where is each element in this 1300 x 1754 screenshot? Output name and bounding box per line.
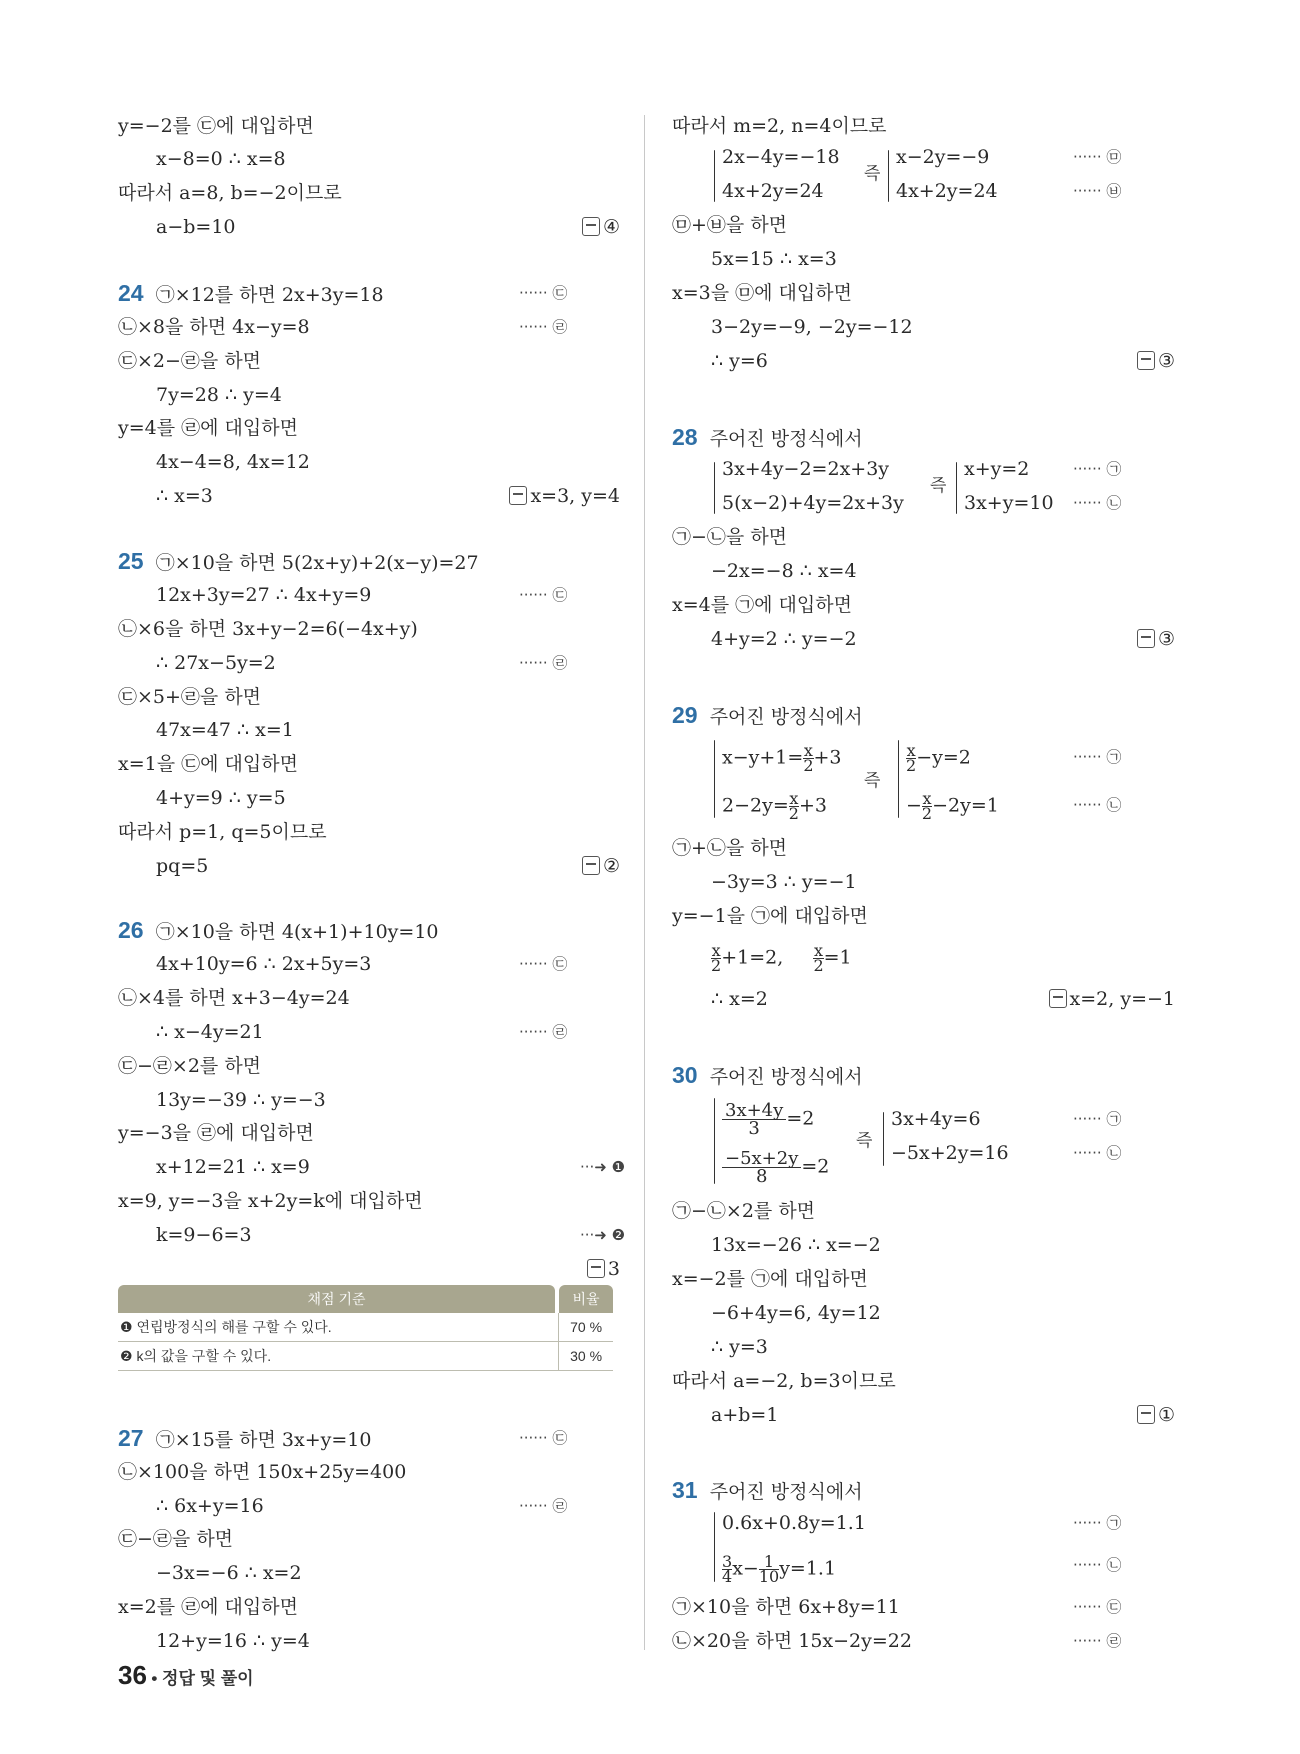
equation-tag: ······ ㉡ (1073, 1144, 1122, 1162)
equation (722, 1102, 814, 1142)
denominator: 2 (921, 804, 933, 823)
page-footer (118, 1660, 254, 1691)
denominator: 2 (803, 756, 814, 775)
text-line: x+12=21 ∴ x=9 (156, 1156, 310, 1178)
equation-tag: ······ ㉣ (519, 1023, 568, 1041)
equation-part: x−y+1= (722, 746, 804, 769)
fraction (722, 1150, 801, 1185)
equation-tag: ······ ㉠ (1073, 748, 1122, 766)
text-line: 주어진 방정식에서 (709, 1066, 863, 1088)
numerator: x (711, 941, 721, 960)
text-line: x=9, y=−3을 x+2y=k에 대입하면 (118, 1190, 423, 1212)
text-line: 따라서 m=2, n=4이므로 (672, 115, 887, 137)
text-line: −3x=−6 ∴ x=2 (156, 1562, 302, 1584)
joiner-text: 즉 (930, 476, 947, 496)
text-line: ∴ x−4y=21 (156, 1021, 264, 1043)
equation-tag: ······ ㉠ (1073, 1110, 1122, 1128)
numerator: 3x+4y (722, 1102, 786, 1120)
numerator: 3 (722, 1552, 733, 1571)
equation (906, 789, 999, 823)
brace (714, 1512, 715, 1582)
equation-tag: ······ ㉢ (1073, 1598, 1122, 1616)
text-line: ㉠×12를 하면 2x+3y=18 (155, 284, 384, 306)
answer-icon (1137, 629, 1155, 648)
fraction (711, 941, 722, 975)
equation-part: =2 (801, 1155, 830, 1178)
equation-tag: ······ ㉡ (1073, 494, 1122, 512)
brace (956, 462, 957, 514)
numerator: x (803, 741, 813, 760)
answer-icon (1137, 351, 1155, 370)
text-line: −6+4y=6, 4y=12 (711, 1302, 881, 1324)
scoring-row (118, 1313, 613, 1342)
text-line: 4x+10y=6 ∴ 2x+5y=3 (156, 953, 372, 975)
equation-tag: ······ ㉣ (519, 654, 568, 672)
equation: 3x+4y=6 (891, 1108, 981, 1130)
scoring-table-header (118, 1285, 613, 1313)
equation: x−2y=−9 (896, 146, 990, 168)
equation: 3x+4y−2=2x+3y (722, 458, 890, 480)
numerator: x (814, 941, 824, 960)
equation: 0.6x+0.8y=1.1 (722, 1512, 866, 1534)
problem-number: 26 (118, 917, 144, 943)
answer (582, 853, 620, 879)
equation-part: y=1.1 (779, 1557, 837, 1580)
criteria-cell: ❶ 연립방정식의 해를 구할 수 있다. (118, 1313, 559, 1341)
text-line: ㉢×5+㉣을 하면 (118, 686, 262, 708)
equation (711, 941, 852, 975)
fraction (788, 789, 799, 823)
numerator: x (906, 741, 916, 760)
text-line: 13y=−39 ∴ y=−3 (156, 1089, 326, 1111)
fraction (813, 941, 824, 975)
denominator: 10 (758, 1567, 780, 1586)
equation (722, 1150, 829, 1190)
joiner-text: 즉 (856, 1131, 873, 1151)
text-line: 따라서 a=8, b=−2이므로 (118, 182, 342, 204)
brace (714, 150, 715, 202)
equation-tag: ······ ㉡ (1073, 796, 1122, 814)
denominator: 2 (788, 804, 799, 823)
equation-part: − (906, 794, 922, 817)
text-line: pq=5 (156, 855, 209, 877)
fraction (758, 1552, 780, 1586)
equation-tag: ······ ㉥ (1073, 182, 1122, 200)
numerator: x (789, 789, 799, 808)
scoring-table (118, 1285, 613, 1371)
answer (509, 483, 620, 509)
text-line: 주어진 방정식에서 (709, 428, 863, 450)
text-line: ∴ x=2 (711, 988, 768, 1010)
problem-number: 24 (118, 280, 144, 306)
equation-tag: ······ ㉠ (1073, 460, 1122, 478)
answer-value: x=3, y=4 (530, 485, 620, 507)
fraction (906, 741, 917, 775)
text-line: x=3을 ㉤에 대입하면 (672, 282, 852, 304)
answer-value: x=2, y=−1 (1069, 988, 1175, 1010)
brace (714, 740, 715, 818)
problem-number: 29 (672, 702, 698, 728)
equation-part: −2y=1 (932, 794, 999, 817)
answer-icon (587, 1259, 605, 1278)
brace (883, 1112, 884, 1166)
equation-part: 2−2y= (722, 794, 789, 817)
text-line: 4x−4=8, 4x=12 (156, 451, 310, 473)
ratio-cell: 30 % (570, 1348, 603, 1364)
equation: 5(x−2)+4y=2x+3y (722, 492, 904, 514)
answer-value: ④ (602, 216, 620, 238)
text-line: −3y=3 ∴ y=−1 (711, 871, 857, 893)
answer (1137, 1402, 1175, 1428)
step-marker: ···➜ ❷ (580, 1226, 626, 1244)
text-line: ∴ 6x+y=16 (156, 1495, 264, 1517)
problem-27 (118, 1425, 371, 1451)
text-line: ㉠−㉡을 하면 (672, 526, 788, 548)
text-line: ㉡×4를 하면 x+3−4y=24 (118, 987, 350, 1009)
text-line: 주어진 방정식에서 (709, 706, 863, 728)
text-line: ㉢×2−㉣을 하면 (118, 350, 262, 372)
answer-value: ① (1157, 1404, 1175, 1426)
equation-tag: ······ ㉠ (1073, 1514, 1122, 1532)
text-line: 5x=15 ∴ x=3 (711, 248, 837, 270)
text-line: 7y=28 ∴ y=4 (156, 384, 282, 406)
text-line: ㉡×8을 하면 4x−y=8 (118, 316, 310, 338)
text-line: y=−1을 ㉠에 대입하면 (672, 905, 868, 927)
problem-number: 30 (672, 1062, 698, 1088)
denominator: 3 (748, 1118, 760, 1139)
answer-value: ② (602, 855, 620, 877)
answer-icon (509, 486, 527, 505)
answer-icon (582, 217, 600, 236)
problem-number: 27 (118, 1425, 144, 1451)
equation (722, 741, 842, 775)
text-line: x=4를 ㉠에 대입하면 (672, 594, 852, 616)
equation-tag: ······ ㉡ (1073, 1556, 1122, 1574)
equation: 4x+2y=24 (722, 180, 824, 202)
problem-25 (118, 548, 479, 574)
text-line: 13x=−26 ∴ x=−2 (711, 1234, 881, 1256)
text-line: ∴ y=6 (711, 350, 768, 372)
joiner-text: 즉 (864, 164, 881, 184)
text-line: x=−2를 ㉠에 대입하면 (672, 1268, 868, 1290)
text-line: ㉠×15를 하면 3x+y=10 (155, 1429, 372, 1451)
problem-number: 25 (118, 548, 144, 574)
answer (582, 214, 620, 240)
text-line: x=2를 ㉣에 대입하면 (118, 1596, 298, 1618)
brace (888, 150, 889, 202)
equation-tag: ······ ㉢ (519, 1429, 568, 1447)
equation-part: +3 (798, 794, 827, 817)
text-line: 주어진 방정식에서 (709, 1481, 863, 1503)
text-line: x−8=0 ∴ x=8 (156, 148, 286, 170)
text-line: ㉡×20을 하면 15x−2y=22 (672, 1630, 912, 1652)
text-line: ㉢−㉣을 하면 (118, 1528, 234, 1550)
text-line: ㉢−㉣×2를 하면 (118, 1055, 262, 1077)
fraction (722, 1552, 733, 1586)
text-line: ∴ 27x−5y=2 (156, 652, 276, 674)
text-line: y=−2를 ㉢에 대입하면 (118, 115, 314, 137)
answer-value: ③ (1157, 628, 1175, 650)
brace (898, 740, 899, 818)
text-line: ㉤+㉥을 하면 (672, 214, 788, 236)
text-line: y=−3을 ㉣에 대입하면 (118, 1122, 314, 1144)
text-line: a−b=10 (156, 216, 236, 238)
text-line: a+b=1 (711, 1404, 779, 1426)
text-line: ㉠+㉡을 하면 (672, 837, 788, 859)
denominator: 4 (722, 1567, 733, 1586)
equation: 2x−4y=−18 (722, 146, 840, 168)
page-number: 36 (118, 1660, 147, 1690)
problem-number: 28 (672, 424, 698, 450)
answer (1137, 626, 1175, 652)
problem-26 (118, 917, 439, 943)
text-line: ∴ x=3 (156, 485, 213, 507)
text-line: ㉡×6을 하면 3x+y−2=6(−4x+y) (118, 618, 418, 640)
equation (722, 1552, 837, 1586)
text-line: ㉠×10을 하면 6x+8y=11 (672, 1596, 900, 1618)
problem-30 (672, 1062, 863, 1088)
answer (1137, 348, 1175, 374)
equation-part: =2 (786, 1107, 815, 1130)
equation-tag: ······ ㉣ (1073, 1632, 1122, 1650)
brace (714, 1098, 715, 1184)
answer-icon (1137, 1405, 1155, 1424)
text-line: ∴ y=3 (711, 1336, 768, 1358)
equation-tag: ······ ㉣ (519, 318, 568, 336)
criteria-cell: ❷ k의 값을 구할 수 있다. (118, 1342, 559, 1370)
numerator: 1 (759, 1555, 779, 1570)
equation-part: −y=2 (916, 746, 971, 769)
denominator: 2 (711, 956, 722, 975)
answer-icon (582, 856, 600, 875)
text-line: ㉠×10을 하면 5(2x+y)+2(x−y)=27 (155, 552, 479, 574)
text-line: k=9−6=3 (156, 1224, 252, 1246)
equation-tag: ······ ㉢ (519, 284, 568, 302)
equation: 4x+2y=24 (896, 180, 998, 202)
fraction (803, 741, 814, 775)
text-line: −2x=−8 ∴ x=4 (711, 560, 857, 582)
answer-icon (1049, 989, 1067, 1008)
answer-value: 3 (607, 1258, 620, 1280)
text-line: ㉡×100을 하면 150x+25y=400 (118, 1461, 407, 1483)
text-line: 따라서 a=−2, b=3이므로 (672, 1370, 896, 1392)
equation-tag: ······ ㉣ (519, 1497, 568, 1515)
equation (906, 741, 971, 775)
text-line: ㉠−㉡×2를 하면 (672, 1200, 816, 1222)
fraction (921, 789, 933, 823)
text-line: y=4를 ㉣에 대입하면 (118, 417, 298, 439)
answer-value: ③ (1157, 350, 1175, 372)
equation-tag: ······ ㉤ (1073, 148, 1122, 166)
text-line: 따라서 p=1, q=5이므로 (118, 821, 327, 843)
joiner-text: 즉 (864, 771, 881, 791)
numerator: x (922, 789, 932, 808)
problem-number: 31 (672, 1477, 698, 1503)
header-criteria: 채점 기준 (118, 1285, 555, 1313)
answer (587, 1256, 620, 1282)
equation: 3x+y=10 (964, 492, 1054, 514)
scoring-row (118, 1342, 613, 1371)
problem-24 (118, 280, 384, 306)
equation (722, 789, 827, 823)
numerator: −5x+2y (722, 1150, 801, 1168)
step-marker: ···➜ ❶ (580, 1158, 626, 1176)
ratio-cell: 70 % (570, 1319, 603, 1335)
equation-part: +1=2, (721, 946, 784, 969)
equation: −5x+2y=16 (891, 1142, 1009, 1164)
text-line: 12x+3y=27 ∴ 4x+y=9 (156, 584, 372, 606)
answer (1049, 986, 1175, 1012)
problem-29 (672, 702, 863, 728)
text-line: 12+y=16 ∴ y=4 (156, 1630, 310, 1652)
text-line: 47x=47 ∴ x=1 (156, 719, 294, 741)
text-line: 3−2y=−9, −2y=−12 (711, 316, 913, 338)
text-line: 4+y=9 ∴ y=5 (156, 787, 286, 809)
text-line: x=1을 ㉢에 대입하면 (118, 753, 298, 775)
denominator: 2 (906, 756, 917, 775)
text-line: ㉠×10을 하면 4(x+1)+10y=10 (155, 921, 439, 943)
equation-part: x− (732, 1557, 759, 1580)
equation-tag: ······ ㉢ (519, 955, 568, 973)
denominator: 2 (813, 956, 824, 975)
fraction (722, 1102, 786, 1137)
text-line: 4+y=2 ∴ y=−2 (711, 628, 857, 650)
brace (714, 462, 715, 514)
problem-28 (672, 424, 863, 450)
header-ratio: 비율 (559, 1285, 613, 1313)
column-divider (644, 115, 645, 1650)
equation: x+y=2 (964, 458, 1030, 480)
equation-tag: ······ ㉢ (519, 586, 568, 604)
problem-31 (672, 1477, 863, 1503)
denominator: 8 (755, 1166, 768, 1187)
equation-part: =1 (823, 946, 852, 969)
equation-part: +3 (813, 746, 842, 769)
section-label: • 정답 및 풀이 (151, 1669, 254, 1688)
